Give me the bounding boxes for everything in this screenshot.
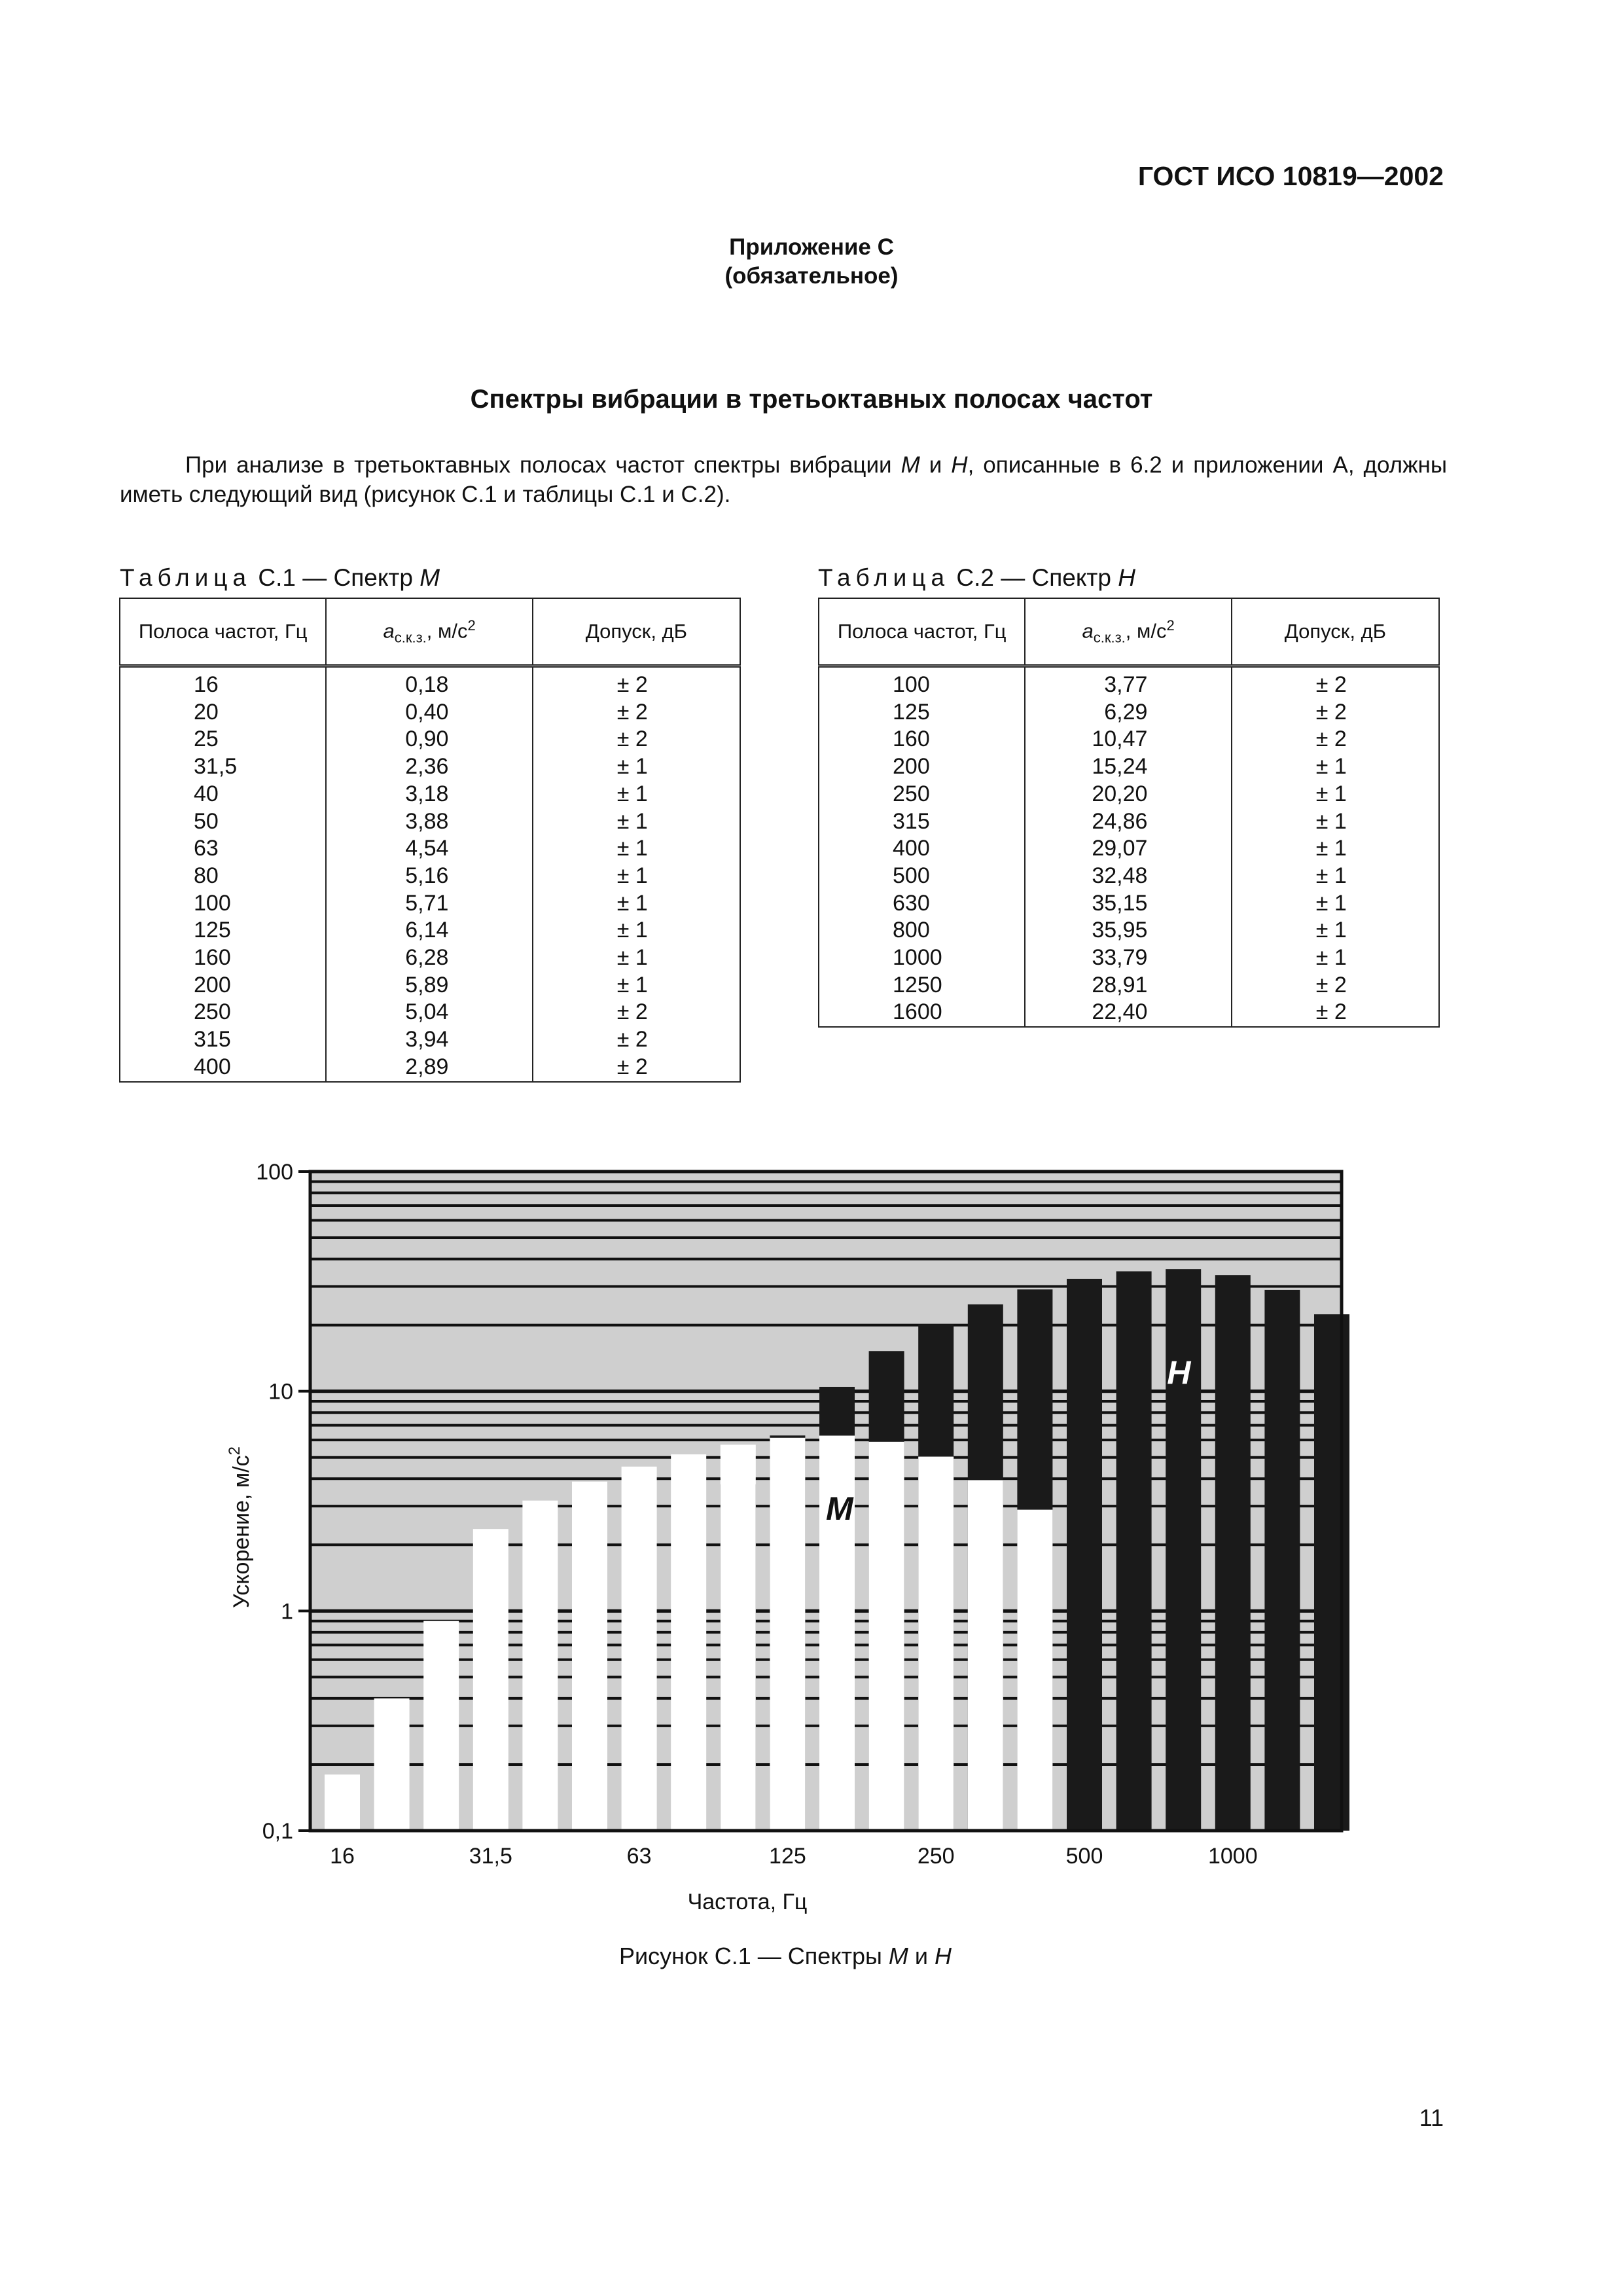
- table2-row: [819, 699, 1439, 726]
- table1-row: [120, 726, 740, 753]
- table2-accel-cell: 10,47: [1025, 726, 1231, 753]
- table2-row: [819, 890, 1439, 918]
- table1-band-cell: 250: [120, 999, 326, 1026]
- table2-row: [819, 808, 1439, 836]
- table2-accel-cell: 29,07: [1025, 835, 1231, 863]
- table1-header-tolerance: Допуск, дБ: [533, 598, 740, 666]
- table1-row: [120, 863, 740, 890]
- table1-tolerance-cell: ± 1: [533, 753, 740, 781]
- table2-header-band: Полоса частот, Гц: [819, 598, 1025, 666]
- y-tick-label: 10: [268, 1379, 293, 1405]
- table2-header-tolerance: Допуск, дБ: [1232, 598, 1439, 666]
- table2-band-cell: 100: [819, 666, 1025, 699]
- bar-m: [473, 1529, 508, 1831]
- table2-tolerance-cell: ± 2: [1232, 666, 1439, 699]
- bar-h: [1166, 1269, 1201, 1831]
- table1-tolerance-cell: ± 1: [533, 890, 740, 918]
- table2-tolerance-cell: ± 1: [1232, 944, 1439, 972]
- table1-band-cell: 315: [120, 1026, 326, 1054]
- table2-accel-cell: 28,91: [1025, 972, 1231, 999]
- table2-row: [819, 917, 1439, 944]
- table2-band-cell: 500: [819, 863, 1025, 890]
- table1-band-cell: 20: [120, 699, 326, 726]
- table1-accel-cell: 2,89: [326, 1054, 532, 1082]
- table2-caption-word: Таблица: [818, 564, 950, 591]
- table1-accel-cell: 5,04: [326, 999, 532, 1026]
- table2-accel-cell: 33,79: [1025, 944, 1231, 972]
- table2-header-accel: $a_{с.к.з.}$, $м/с^2$: [1025, 598, 1231, 666]
- intro-paragraph: [120, 450, 1447, 509]
- section-title: Спектры вибрации в третьоктавных полосах частот: [470, 385, 1153, 414]
- table2-accel-cell: 22,40: [1025, 999, 1231, 1027]
- table2-row: [819, 753, 1439, 781]
- y-tick-label: 100: [256, 1160, 293, 1185]
- table1-accel-cell: 3,88: [326, 808, 532, 836]
- bar-h: [1067, 1279, 1102, 1831]
- table2-band-cell: 1000: [819, 944, 1025, 972]
- table1-row: [120, 917, 740, 944]
- table1-tolerance-cell: ± 2: [533, 699, 740, 726]
- table1-band-cell: 50: [120, 808, 326, 836]
- table1-accel-cell: 2,36: [326, 753, 532, 781]
- bar-m: [374, 1698, 410, 1831]
- bar-m: [770, 1438, 805, 1831]
- table1-tolerance-cell: ± 2: [533, 666, 740, 699]
- bar-m: [869, 1442, 904, 1831]
- bar-m: [721, 1444, 756, 1831]
- bar-m: [671, 1454, 706, 1831]
- table1-header-band: Полоса частот, Гц: [120, 598, 326, 666]
- table2-accel-cell: 15,24: [1025, 753, 1231, 781]
- table2-tolerance-cell: ± 1: [1232, 917, 1439, 944]
- document-id: ГОСТ ИСО 10819—2002: [1137, 161, 1444, 191]
- table1-accel-cell: 6,14: [326, 917, 532, 944]
- x-tick-label: 63: [626, 1844, 652, 1869]
- x-tick-label: 31,5: [469, 1844, 512, 1869]
- intro-and: и: [919, 452, 952, 478]
- table1-tolerance-cell: ± 1: [533, 835, 740, 863]
- bar-m: [968, 1480, 1003, 1831]
- y-tick-label: 0,1: [262, 1819, 293, 1844]
- table2-tolerance-cell: ± 1: [1232, 890, 1439, 918]
- intro-symbol-m: M: [901, 452, 920, 478]
- table1-row: [120, 699, 740, 726]
- table1-band-cell: 200: [120, 972, 326, 999]
- table2-tolerance-cell: ± 1: [1232, 753, 1439, 781]
- bar-h: [1215, 1275, 1251, 1831]
- table2-tolerance-cell: ± 2: [1232, 999, 1439, 1027]
- bar-h: [1314, 1314, 1349, 1831]
- table2-row: [819, 944, 1439, 972]
- table2-band-cell: 160: [819, 726, 1025, 753]
- table1-row: [120, 890, 740, 918]
- table1-accel-cell: 0,90: [326, 726, 532, 753]
- table1-row: [120, 781, 740, 808]
- table2-band-cell: 630: [819, 890, 1025, 918]
- table1-accel-cell: 5,71: [326, 890, 532, 918]
- table1-row: [120, 972, 740, 999]
- table2-band-cell: 125: [819, 699, 1025, 726]
- table1: [119, 598, 741, 1083]
- table1-row: [120, 944, 740, 972]
- table2-band-cell: 200: [819, 753, 1025, 781]
- table1-tolerance-cell: ± 2: [533, 1026, 740, 1054]
- figure-caption: Рисунок С.1 — Спектры M и H: [619, 1943, 952, 1969]
- table1-accel-cell: 3,94: [326, 1026, 532, 1054]
- table1-band-cell: 400: [120, 1054, 326, 1082]
- table2-accel-cell: 3,77: [1025, 666, 1231, 699]
- table1-accel-cell: 3,18: [326, 781, 532, 808]
- table1-band-cell: 63: [120, 835, 326, 863]
- table2-tolerance-cell: ± 2: [1232, 726, 1439, 753]
- table1-band-cell: 16: [120, 666, 326, 699]
- table1-tolerance-cell: ± 1: [533, 863, 740, 890]
- table2-accel-cell: 32,48: [1025, 863, 1231, 890]
- table1-row: [120, 1026, 740, 1054]
- table1-row: [120, 808, 740, 836]
- bar-m: [522, 1501, 558, 1831]
- table1-row: [120, 666, 740, 699]
- table1-tolerance-cell: ± 1: [533, 944, 740, 972]
- appendix-status: (обязательное): [724, 263, 899, 289]
- table2-band-cell: 250: [819, 781, 1025, 808]
- table1-tolerance-cell: ± 2: [533, 999, 740, 1026]
- table1-row: [120, 753, 740, 781]
- table2-caption-num: С.2 — Спектр: [950, 564, 1118, 591]
- table2-caption: [818, 564, 1135, 592]
- table1-tolerance-cell: ± 1: [533, 781, 740, 808]
- x-tick-label: 125: [769, 1844, 806, 1869]
- table1-caption-num: С.1 — Спектр: [251, 564, 420, 591]
- table2-row: [819, 972, 1439, 999]
- table2-accel-cell: 35,15: [1025, 890, 1231, 918]
- table2-row: [819, 781, 1439, 808]
- table1-row: [120, 835, 740, 863]
- table1-band-cell: 25: [120, 726, 326, 753]
- table1-band-cell: 80: [120, 863, 326, 890]
- appendix-title: Приложение С: [729, 234, 894, 260]
- table1-accel-cell: 6,28: [326, 944, 532, 972]
- series-label-m: M: [826, 1490, 853, 1528]
- table2-row: [819, 863, 1439, 890]
- table1-band-cell: 40: [120, 781, 326, 808]
- table1-tolerance-cell: ± 1: [533, 972, 740, 999]
- table2-row: [819, 666, 1439, 699]
- series-label-h: H: [1167, 1354, 1191, 1391]
- table2-band-cell: 1250: [819, 972, 1025, 999]
- table2: [818, 598, 1440, 1028]
- x-tick-label: 16: [330, 1844, 355, 1869]
- table2-tolerance-cell: ± 1: [1232, 835, 1439, 863]
- bar-m: [918, 1457, 954, 1831]
- table1-row: [120, 999, 740, 1026]
- page-number: 11: [1419, 2104, 1444, 2131]
- bar-m: [325, 1774, 360, 1831]
- table2-tolerance-cell: ± 1: [1232, 808, 1439, 836]
- table2-tolerance-cell: ± 2: [1232, 972, 1439, 999]
- intro-symbol-h: H: [951, 452, 968, 478]
- bar-h: [1116, 1271, 1152, 1831]
- table1-accel-cell: 0,18: [326, 666, 532, 699]
- bar-m: [572, 1482, 607, 1831]
- table1-caption-symbol: M: [419, 564, 440, 591]
- table1-accel-cell: 0,40: [326, 699, 532, 726]
- table2-tolerance-cell: ± 2: [1232, 699, 1439, 726]
- spectra-chart: [223, 1152, 1361, 1924]
- table2-row: [819, 999, 1439, 1027]
- table2-band-cell: 1600: [819, 999, 1025, 1027]
- bar-m: [423, 1621, 459, 1831]
- bar-h: [1264, 1290, 1300, 1831]
- table2-accel-cell: 35,95: [1025, 917, 1231, 944]
- y-axis-label: Ускорение, $м/с^2$: [226, 1446, 254, 1609]
- table1-band-cell: 160: [120, 944, 326, 972]
- bar-m: [1017, 1510, 1052, 1831]
- table2-tolerance-cell: ± 1: [1232, 863, 1439, 890]
- table1-row: [120, 1054, 740, 1082]
- table1-band-cell: 100: [120, 890, 326, 918]
- bar-m: [622, 1467, 657, 1831]
- table1-tolerance-cell: ± 2: [533, 1054, 740, 1082]
- x-axis-label: Частота, Гц: [687, 1890, 808, 1914]
- table2-row: [819, 726, 1439, 753]
- x-tick-label: 500: [1065, 1844, 1103, 1869]
- table1-caption-word: Таблица: [120, 564, 252, 591]
- table1-accel-cell: 5,89: [326, 972, 532, 999]
- table1-band-cell: 31,5: [120, 753, 326, 781]
- table1-band-cell: 125: [120, 917, 326, 944]
- x-tick-label: 1000: [1207, 1844, 1258, 1869]
- x-tick-label: 250: [917, 1844, 955, 1869]
- table1-accel-cell: 4,54: [326, 835, 532, 863]
- y-tick-label: 1: [281, 1599, 293, 1624]
- table1-header-accel: $a_{с.к.з.}$, $м/с^2$: [326, 598, 532, 666]
- intro-text-2: , описанные в 6.2 и приложении А, должны иметь следующий вид (рисунок С.1 и таблицы С.1 и С.2).: [120, 452, 1447, 507]
- table2-accel-cell: 6,29: [1025, 699, 1231, 726]
- intro-text-1: При анализе в третьоктавных полосах частот спектры вибрации: [185, 452, 901, 478]
- table2-accel-cell: 20,20: [1025, 781, 1231, 808]
- table2-band-cell: 800: [819, 917, 1025, 944]
- table2-caption-symbol: H: [1118, 564, 1135, 591]
- table1-caption: [120, 564, 440, 592]
- table1-tolerance-cell: ± 1: [533, 808, 740, 836]
- table1-tolerance-cell: ± 1: [533, 917, 740, 944]
- table2-band-cell: 400: [819, 835, 1025, 863]
- table2-tolerance-cell: ± 1: [1232, 781, 1439, 808]
- table1-accel-cell: 5,16: [326, 863, 532, 890]
- table1-tolerance-cell: ± 2: [533, 726, 740, 753]
- table2-band-cell: 315: [819, 808, 1025, 836]
- table2-row: [819, 835, 1439, 863]
- table2-accel-cell: 24,86: [1025, 808, 1231, 836]
